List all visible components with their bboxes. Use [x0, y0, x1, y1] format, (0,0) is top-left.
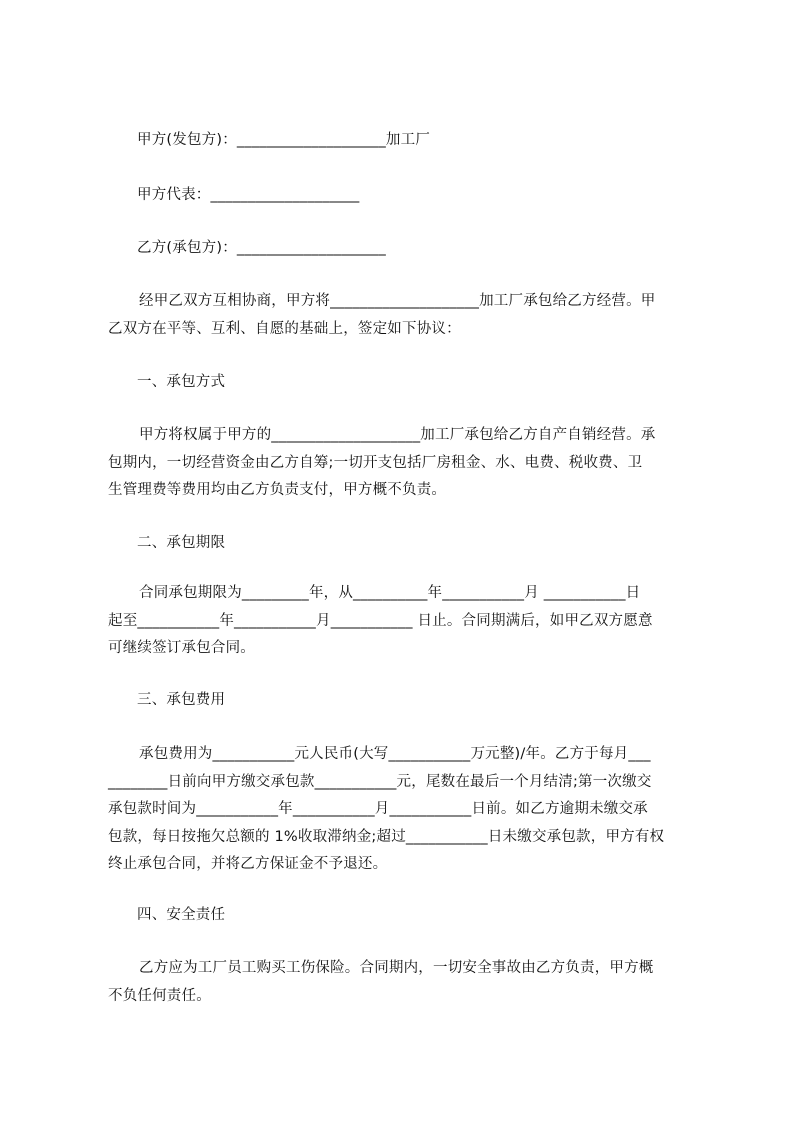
section4-heading: 四、安全责任 — [137, 907, 226, 923]
section2-line-2: 起至___________年___________月___________ 日止。合同期满后，如甲乙双方愿意 — [108, 613, 653, 629]
section1-heading: 一、承包方式 — [137, 374, 226, 390]
party-a-representative-line: 甲方代表：____________________ — [137, 187, 360, 203]
section4-line-2: 不负任何责任。 — [108, 988, 211, 1004]
section3-line-3: 承包款时间为___________年___________月___________日前。如乙方逾期未缴交承 — [108, 801, 648, 817]
section2-heading: 二、承包期限 — [137, 535, 226, 551]
section3-line-1: 承包费用为___________元人民币(大写___________万元整)/年。乙方于每月___ — [139, 746, 651, 762]
section1-line-3: 生管理费等费用均由乙方负责支付，甲方概不负责。 — [108, 482, 447, 498]
section2-line-1: 合同承包期限为_________年，从__________年___________月 ___________日 — [139, 585, 641, 601]
party-a-line: 甲方(发包方)：____________________加工厂 — [137, 132, 431, 148]
intro-line-1: 经甲乙双方互相协商，甲方将____________________加工厂承包给乙方经营。甲 — [139, 293, 656, 309]
section3-line-2: ________日前向甲方缴交承包款___________元，尾数在最后一个月结清;第一次缴交 — [108, 774, 652, 790]
section2-line-3: 可继续签订承包合同。 — [108, 640, 255, 656]
intro-line-2: 乙双方在平等、互利、自愿的基础上，签定如下协议： — [108, 321, 461, 337]
section1-line-2: 包期内，一切经营资金由乙方自筹;一切开支包括厂房租金、水、电费、税收费、卫 — [108, 455, 643, 471]
section3-line-4: 包款，每日按拖欠总额的 1%收取滞纳金;超过___________日未缴交承包款，甲方有权 — [108, 829, 665, 845]
section1-line-1: 甲方将权属于甲方的____________________加工厂承包给乙方自产自销经营。承 — [139, 427, 656, 443]
section3-line-5: 终止承包合同，并将乙方保证金不予退还。 — [108, 856, 388, 872]
section3-heading: 三、承包费用 — [137, 692, 226, 708]
section4-line-1: 乙方应为工厂员工购买工伤保险。合同期内，一切安全事故由乙方负责，甲方概 — [139, 960, 654, 976]
party-b-line: 乙方(承包方)：____________________ — [137, 240, 386, 256]
